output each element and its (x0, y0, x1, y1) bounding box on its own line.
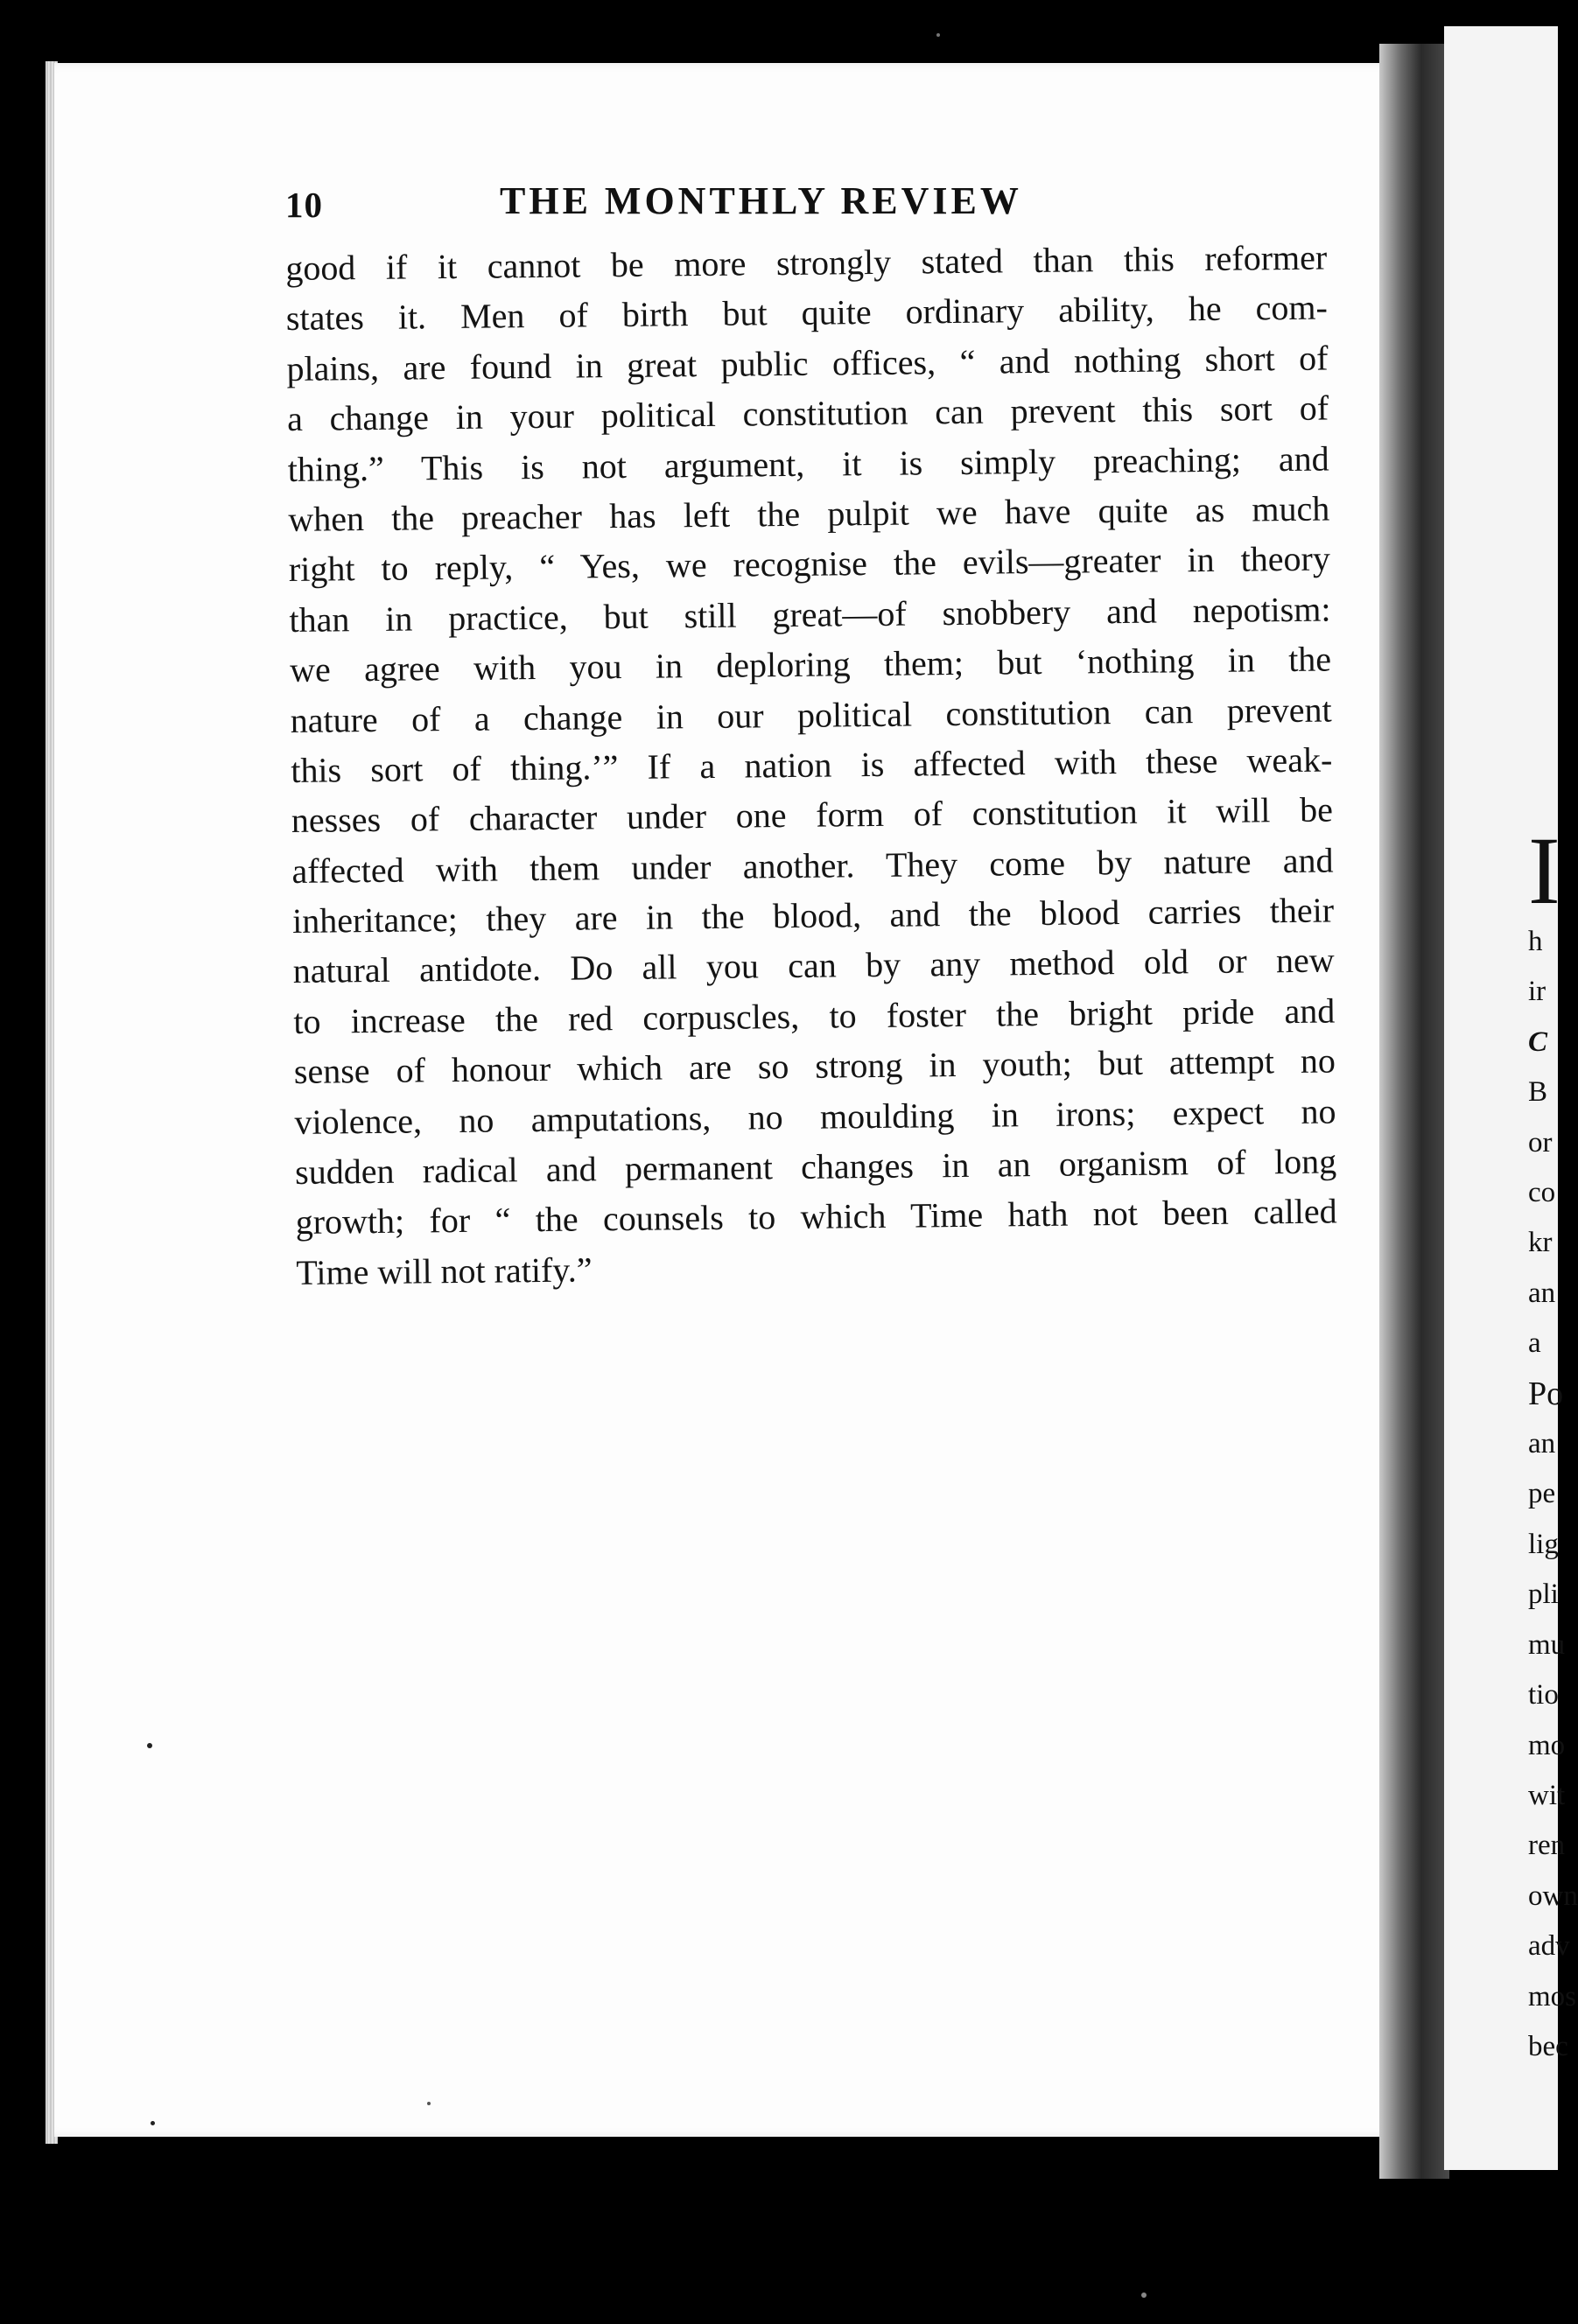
facing-page (1444, 26, 1578, 2170)
text-line: nesses of character under one form of constitution it will be (291, 789, 1334, 841)
text-line: this sort of thing.’” If a nation is affected with these weak- (291, 739, 1333, 790)
facing-page-drop-cap: I (1528, 817, 1560, 924)
text-line: to increase the red corpuscles, to foster the bright pride and (293, 990, 1336, 1041)
text-line: than in practice, but still great—of snobbery and nepotism: (289, 589, 1331, 640)
text-line: thing.” This is not argument, it is simply preaching; and (287, 438, 1329, 489)
body-paragraph (285, 233, 1338, 1298)
speck (1141, 2292, 1147, 2298)
facing-line-fragment: kr (1528, 1227, 1553, 1259)
page-number: 10 (285, 185, 323, 225)
facing-line-fragment: pe (1528, 1478, 1556, 1510)
speck (936, 33, 940, 37)
facing-line-fragment: mo (1528, 1729, 1566, 1761)
facing-line-fragment: pli (1528, 1578, 1559, 1611)
facing-line-fragment: co (1528, 1177, 1556, 1209)
speck (147, 1743, 152, 1748)
facing-line-fragment: B (1528, 1076, 1548, 1109)
text-line: natural antidote. Do all you can by any method old or new (292, 940, 1335, 991)
text-line: inheritance; they are in the blood, and the blood carries their (291, 890, 1335, 942)
text-line: sudden radical and permanent changes in an organism of long (294, 1141, 1337, 1192)
running-head-title: THE MONTHLY REVIEW (500, 179, 1022, 222)
text-line: sense of honour which are so strong in youth; but attempt no (293, 1040, 1336, 1092)
facing-line-fragment: bec (1528, 2030, 1568, 2062)
text-line: growth; for “ the counsels to which Time hath not been called (295, 1191, 1337, 1242)
facing-line-fragment: own (1528, 1880, 1578, 1912)
facing-line-fragment: Po (1528, 1375, 1564, 1412)
text-line: when the preacher has left the pulpit we have quite as much (288, 488, 1330, 539)
facing-line-fragment: an (1528, 1277, 1556, 1309)
speck (427, 2102, 431, 2105)
facing-line-fragment: h (1528, 926, 1543, 957)
text-line: plains, are found in great public offices, “ and nothing short of (286, 338, 1329, 388)
facing-line-fragment: mu (1528, 1628, 1566, 1661)
facing-line-fragment: ir (1528, 976, 1546, 1008)
facing-line-fragment: mos (1528, 1980, 1577, 2012)
facing-line-fragment: lig (1528, 1528, 1559, 1560)
facing-line-fragment: C (1528, 1026, 1548, 1058)
text-line: a change in your political constitution can prevent this sort of (286, 388, 1329, 439)
text-line: right to reply, “ Yes, we recognise the evils—greater in theory (288, 538, 1331, 590)
text-line: states it. Men of birth but quite ordinary ability, he com- (285, 287, 1329, 339)
facing-line-fragment: ren (1528, 1830, 1566, 1862)
speck (151, 2121, 155, 2125)
running-head (285, 179, 1327, 236)
facing-line-fragment: a (1528, 1327, 1541, 1360)
book-gutter (1379, 44, 1449, 2179)
text-line: good if it cannot be more strongly stated than this reformer (285, 237, 1328, 288)
facing-line-fragment: tio (1528, 1679, 1559, 1712)
text-line: we agree with you in deploring them; but ‘nothing in the (289, 639, 1332, 690)
facing-line-fragment: or (1528, 1126, 1553, 1158)
text-line: violence, no amputations, no moulding in irons; expect no (294, 1091, 1336, 1142)
text-line: Time will not ratify.” (296, 1250, 593, 1292)
facing-line-fragment: adv (1528, 1930, 1570, 1963)
text-line: nature of a change in our political constitution can prevent (290, 690, 1332, 740)
facing-page-fragments (1528, 817, 1578, 2072)
facing-line-fragment: wit (1528, 1779, 1566, 1811)
text-line: affected with them under another. They come by nature and (291, 840, 1334, 891)
facing-line-fragment: an (1528, 1428, 1556, 1460)
